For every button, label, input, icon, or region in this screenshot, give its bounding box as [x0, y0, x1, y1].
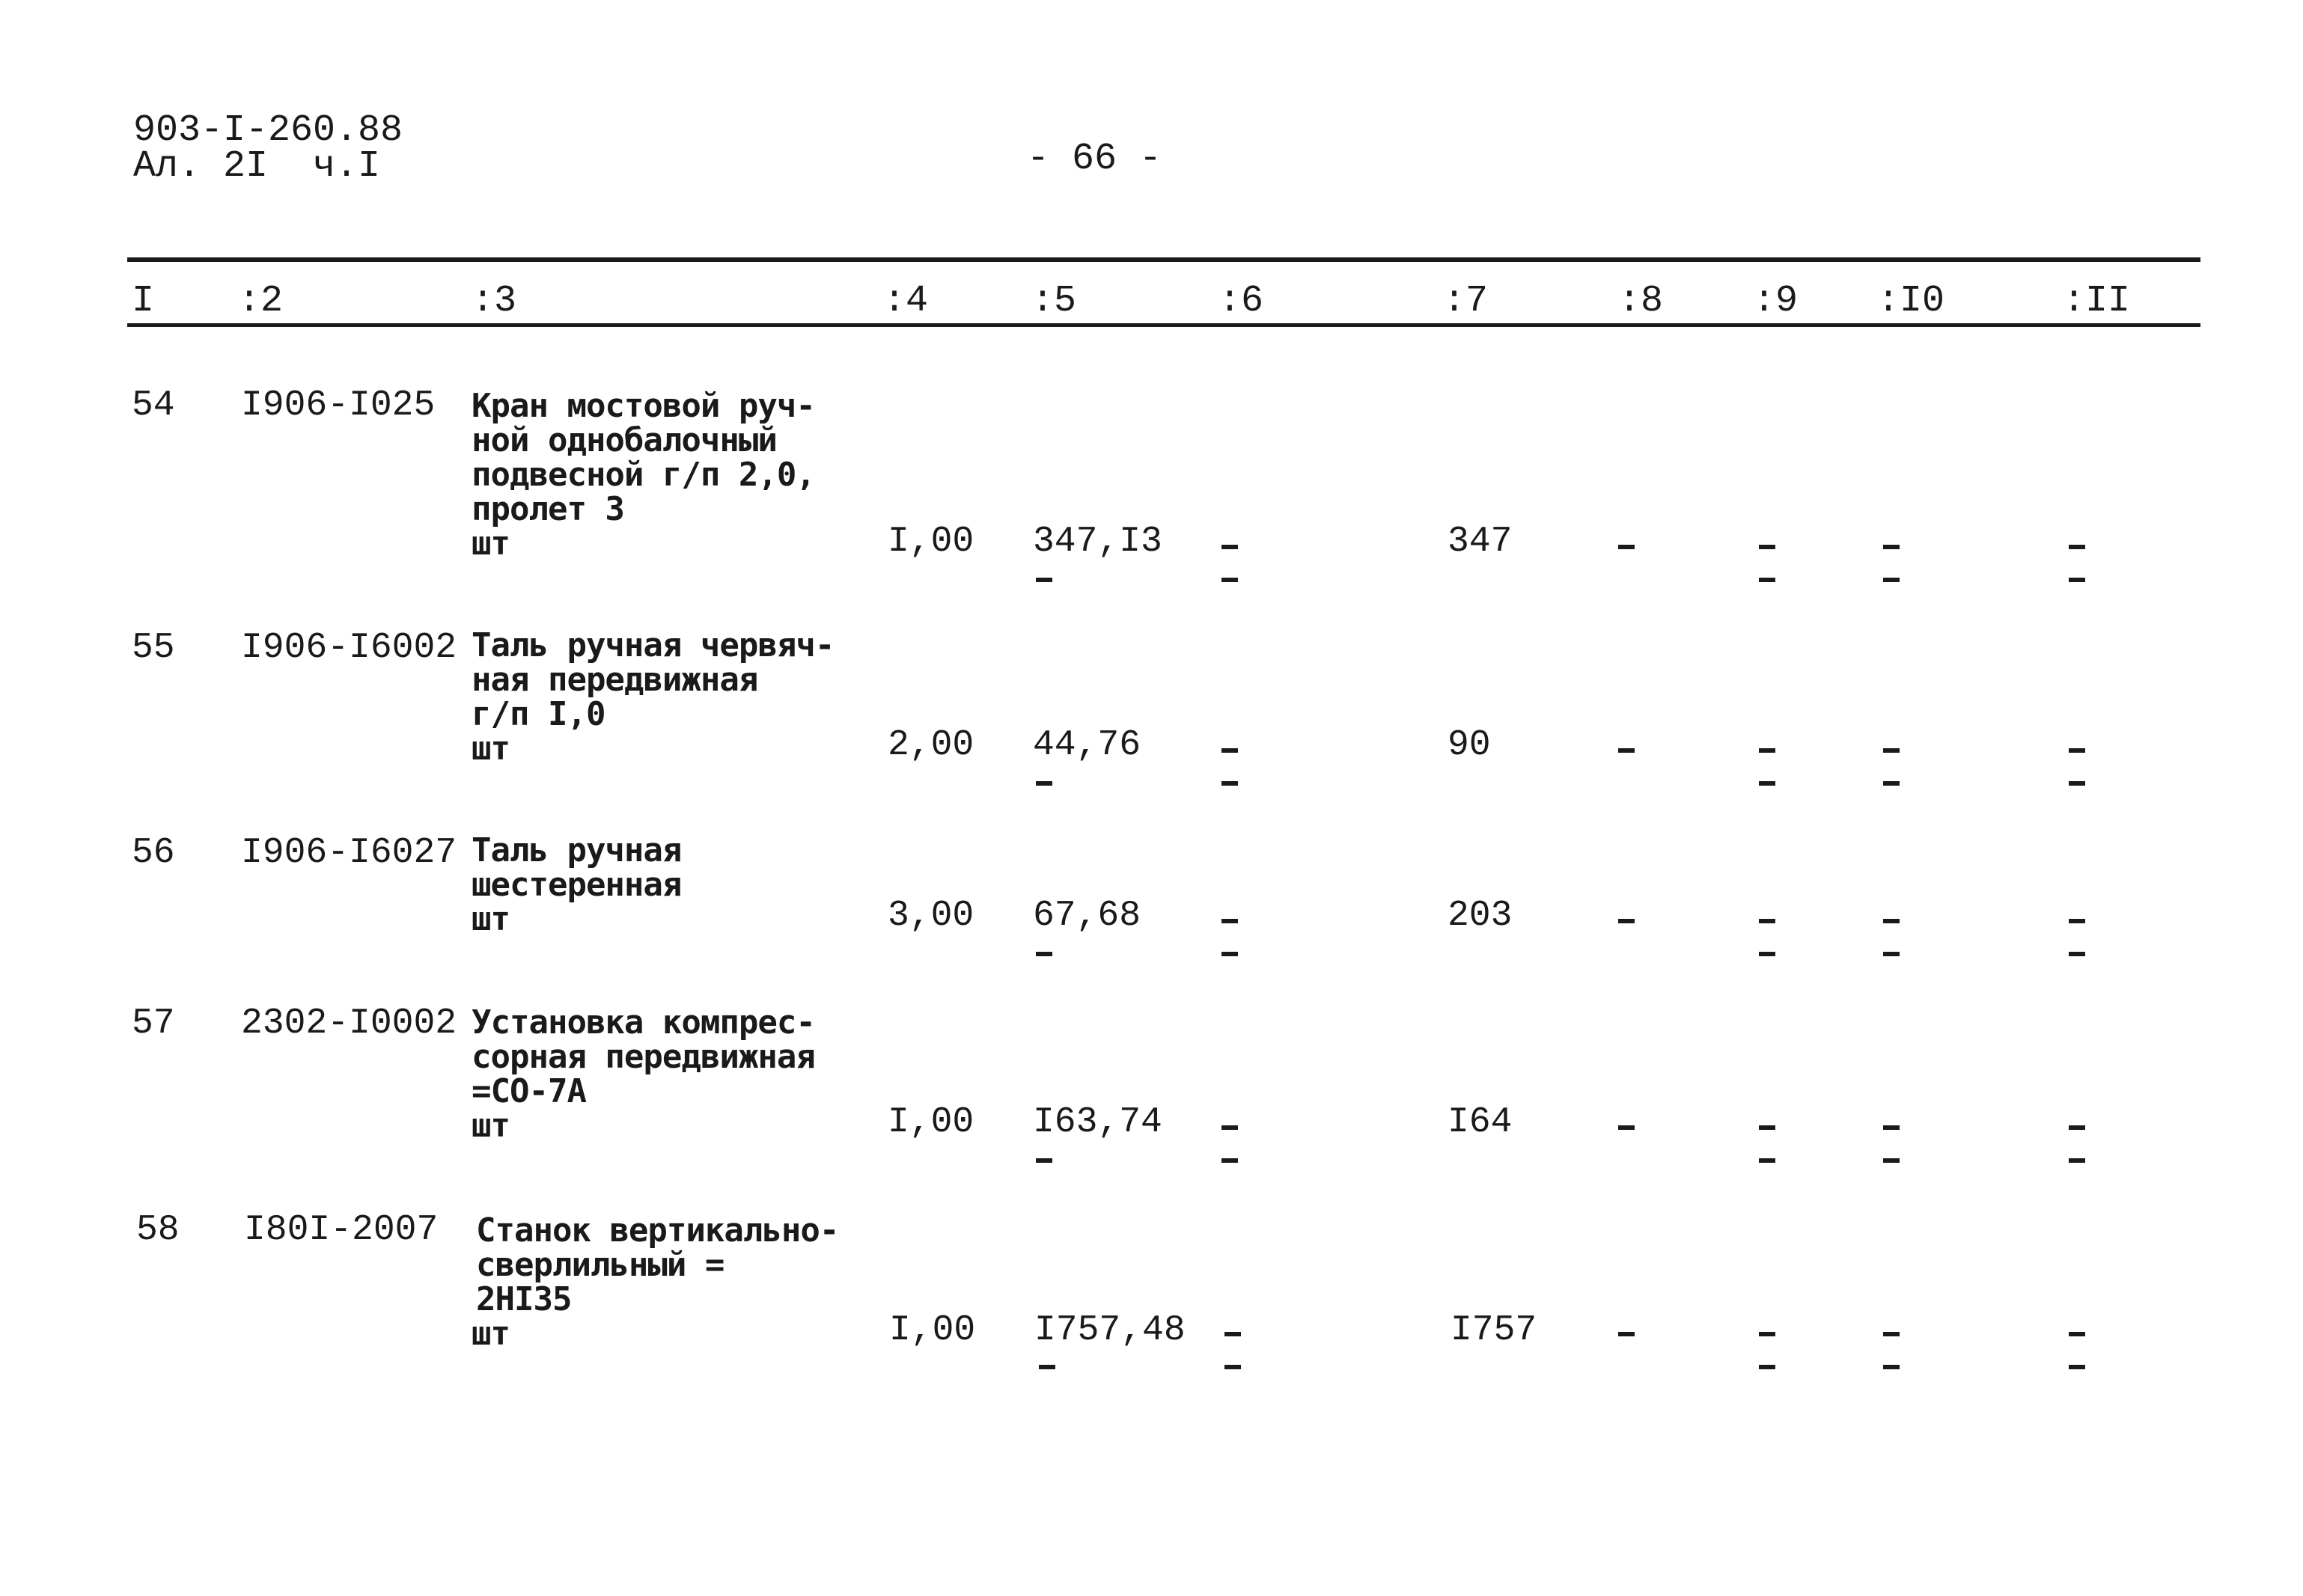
dash-mark: [1759, 1332, 1775, 1336]
unit-label: шт: [472, 525, 510, 563]
column-header: :6: [1218, 280, 1264, 322]
sheet-label: Ал. 2I ч.I: [133, 145, 381, 188]
item-code: I80I-2007: [244, 1210, 439, 1250]
item-code: I906-I6002: [241, 628, 457, 668]
dash-mark: [1221, 748, 1238, 753]
row-number: 57: [132, 1003, 175, 1044]
dash-mark: [2069, 919, 2085, 923]
item-description-line: 2HI35: [476, 1280, 572, 1318]
dash-mark: [1883, 578, 1900, 582]
table-header-rule: [127, 323, 2200, 327]
item-code: I906-I6027: [241, 833, 457, 873]
dash-mark: [1618, 545, 1635, 549]
table-top-rule: [127, 257, 2200, 262]
item-description-line: шестеренная: [472, 866, 682, 904]
row-number: 55: [132, 628, 175, 668]
column-header: :2: [238, 280, 284, 322]
dash-mark: [1883, 1365, 1900, 1369]
dash-mark: [1224, 1332, 1241, 1336]
item-description-line: Кран мостовой руч-: [472, 387, 815, 425]
total-cost: I64: [1448, 1102, 1513, 1143]
dash-mark: [1221, 1125, 1238, 1130]
dash-mark: [1036, 952, 1052, 956]
dash-mark: [1224, 1365, 1241, 1369]
unit-label: шт: [472, 1107, 510, 1145]
total-cost: 203: [1448, 896, 1513, 936]
dash-mark: [1883, 1125, 1900, 1130]
unit-label: шт: [472, 900, 510, 938]
dash-mark: [2069, 545, 2085, 549]
column-header: :I0: [1877, 280, 1945, 322]
dash-mark: [1883, 1158, 1900, 1163]
quantity: I,00: [888, 522, 974, 562]
dash-mark: [2069, 1332, 2085, 1336]
column-header: :9: [1753, 280, 1799, 322]
unit-price: 347,I3: [1033, 522, 1162, 562]
column-header: :4: [883, 280, 929, 322]
item-code: 2302-I0002: [241, 1003, 457, 1044]
dash-mark: [1759, 1125, 1775, 1130]
item-description-line: Станок вертикально-: [476, 1211, 839, 1250]
dash-mark: [1221, 578, 1238, 582]
dash-mark: [1759, 545, 1775, 549]
dash-mark: [1221, 952, 1238, 956]
dash-mark: [1759, 578, 1775, 582]
item-description-line: подвесной г/п 2,0,: [472, 456, 815, 494]
unit-price: 67,68: [1033, 896, 1141, 936]
dash-mark: [1036, 578, 1052, 582]
column-header: I: [132, 280, 155, 322]
dash-mark: [1883, 545, 1900, 549]
item-description-line: ной однобалочный: [472, 421, 777, 459]
dash-mark: [2069, 578, 2085, 582]
dash-mark: [2069, 952, 2085, 956]
dash-mark: [1036, 781, 1052, 786]
item-description-line: сорная передвижная: [472, 1038, 815, 1076]
total-cost: I757: [1451, 1310, 1537, 1351]
item-description-line: Установка компрес-: [472, 1003, 815, 1042]
item-code: I906-I025: [241, 385, 436, 426]
item-description-line: г/п I,0: [472, 695, 606, 733]
item-description-line: сверлильный =: [476, 1246, 725, 1284]
dash-mark: [1036, 1158, 1052, 1163]
dash-mark: [1883, 1332, 1900, 1336]
unit-label: шт: [472, 1315, 510, 1353]
dash-mark: [2069, 1365, 2085, 1369]
dash-mark: [1759, 919, 1775, 923]
total-cost: 90: [1448, 725, 1491, 765]
dash-mark: [1759, 952, 1775, 956]
row-number: 58: [136, 1210, 180, 1250]
page-number: - 66 -: [1027, 138, 1162, 180]
total-cost: 347: [1448, 522, 1513, 562]
dash-mark: [1221, 545, 1238, 549]
item-description-line: пролет 3: [472, 490, 624, 528]
dash-mark: [2069, 1125, 2085, 1130]
unit-label: шт: [472, 730, 510, 768]
column-header: :7: [1443, 280, 1489, 322]
quantity: 2,00: [888, 725, 974, 765]
dash-mark: [1883, 748, 1900, 753]
item-description-line: ная передвижная: [472, 661, 758, 699]
dash-mark: [1039, 1365, 1055, 1369]
dash-mark: [1759, 748, 1775, 753]
item-description-line: =СО-7А: [472, 1072, 586, 1110]
dash-mark: [1618, 919, 1635, 923]
row-number: 56: [132, 833, 175, 873]
quantity: I,00: [889, 1310, 976, 1351]
dash-mark: [2069, 748, 2085, 753]
quantity: I,00: [888, 1102, 974, 1143]
dash-mark: [1618, 748, 1635, 753]
column-header: :8: [1618, 280, 1664, 322]
unit-price: I63,74: [1033, 1102, 1162, 1143]
unit-price: I757,48: [1034, 1310, 1186, 1351]
dash-mark: [1883, 919, 1900, 923]
dash-mark: [1618, 1125, 1635, 1130]
dash-mark: [1759, 1158, 1775, 1163]
item-description-line: Таль ручная: [472, 831, 682, 869]
column-header: :5: [1031, 280, 1077, 322]
column-header: :3: [472, 280, 517, 322]
dash-mark: [1221, 781, 1238, 786]
document-code: 903-I-260.88: [133, 109, 403, 152]
dash-mark: [1883, 781, 1900, 786]
dash-mark: [1759, 1365, 1775, 1369]
quantity: 3,00: [888, 896, 974, 936]
row-number: 54: [132, 385, 175, 426]
dash-mark: [1618, 1332, 1635, 1336]
unit-price: 44,76: [1033, 725, 1141, 765]
dash-mark: [1221, 1158, 1238, 1163]
dash-mark: [2069, 781, 2085, 786]
dash-mark: [1221, 919, 1238, 923]
item-description-line: Таль ручная червяч-: [472, 626, 835, 664]
dash-mark: [1883, 952, 1900, 956]
dash-mark: [1759, 781, 1775, 786]
column-header: :II: [2063, 280, 2131, 322]
dash-mark: [2069, 1158, 2085, 1163]
